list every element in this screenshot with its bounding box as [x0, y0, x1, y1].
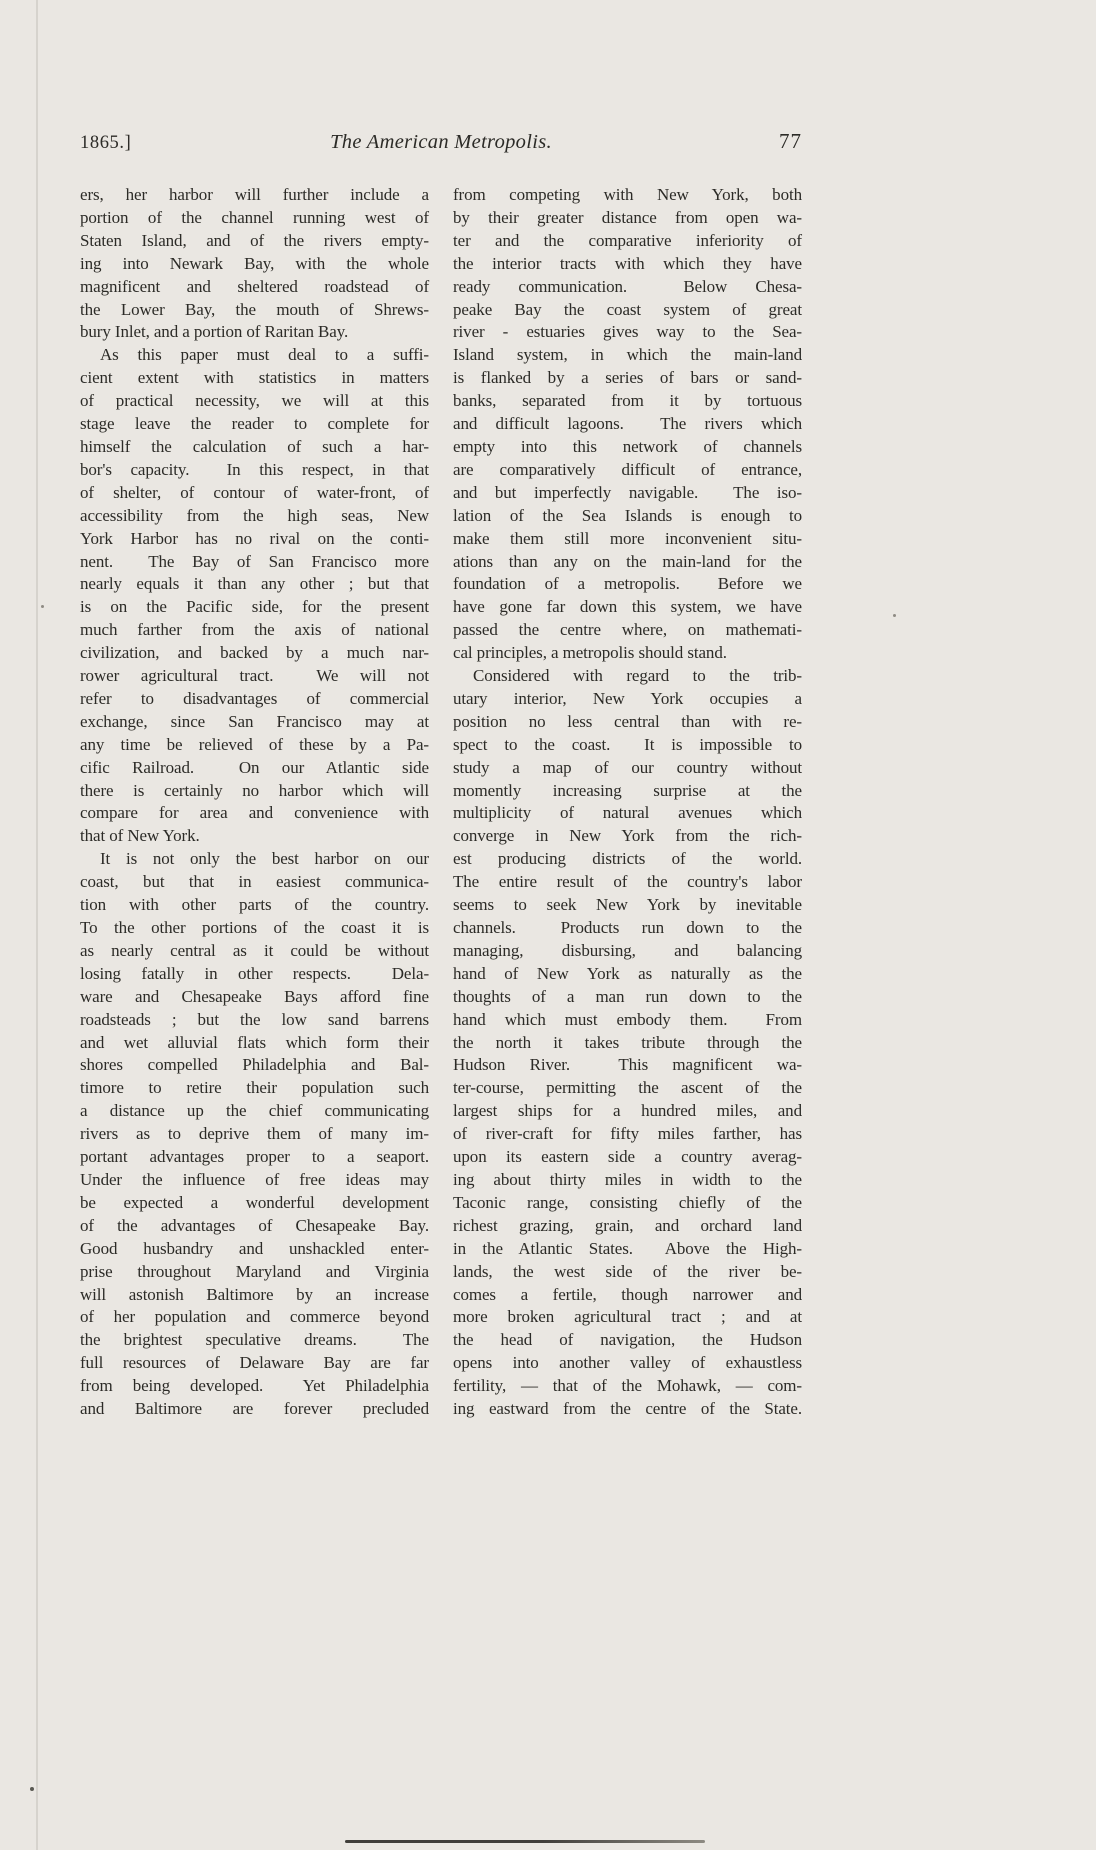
text-line: make them still more inconvenient situ- — [453, 528, 802, 548]
text-line: that of New York. — [80, 826, 200, 846]
text-line: a distance up the chief communicating — [80, 1101, 429, 1121]
text-line: of her population and commerce beyond — [80, 1307, 429, 1327]
text-line: portant advantages proper to a seaport. — [80, 1147, 429, 1167]
text-line: there is certainly no harbor which will — [80, 780, 429, 800]
text-line: fertility, — that of the Mohawk, — com- — [453, 1376, 802, 1396]
text-line: The entire result of the country's labor — [453, 872, 802, 892]
text-line: prise throughout Maryland and Virginia — [80, 1261, 429, 1281]
text-line: Hudson River. This magnificent wa- — [453, 1055, 802, 1075]
text-line: will astonish Baltimore by an increase — [80, 1284, 429, 1304]
text-line: the Lower Bay, the mouth of Shrews- — [80, 299, 429, 319]
text-line: portion of the channel running west of — [80, 207, 429, 227]
scan-speck — [30, 1787, 34, 1791]
text-line: and wet alluvial flats which form their — [80, 1032, 429, 1052]
text-line: York Harbor has no rival on the conti- — [80, 528, 429, 548]
text-line: is flanked by a series of bars or sand- — [453, 368, 802, 388]
text-line: tion with other parts of the country. — [80, 895, 429, 915]
text-line: ter-course, permitting the ascent of the — [453, 1078, 802, 1098]
page-header — [80, 129, 802, 154]
text-line: lation of the Sea Islands is enough to — [453, 505, 802, 525]
bottom-scan-mark — [345, 1840, 705, 1843]
text-line: Island system, in which the main-land — [453, 345, 802, 365]
scan-speck — [41, 605, 44, 608]
text-line: lands, the west side of the river be- — [453, 1261, 802, 1281]
text-line: by their greater distance from open wa- — [453, 207, 802, 227]
page-title: The American Metropolis. — [330, 131, 552, 153]
text-line: Taconic range, consisting chiefly of the — [453, 1192, 802, 1212]
text-line: multiplicity of natural avenues which — [453, 803, 802, 823]
text-line: stage leave the reader to complete for — [80, 414, 429, 434]
text-line: foundation of a metropolis. Before we — [453, 574, 802, 594]
text-line: losing fatally in other respects. Dela- — [80, 963, 429, 983]
text-line: momently increasing surprise at the — [453, 780, 802, 800]
text-line: Considered with regard to the trib- — [473, 666, 802, 686]
text-line: rower agricultural tract. We will not — [80, 666, 429, 686]
text-line: hand which must embody them. From — [453, 1009, 802, 1029]
text-line: seems to seek New York by inevitable — [453, 895, 802, 915]
text-line: and but imperfectly navigable. The iso- — [453, 482, 802, 502]
right-column — [453, 184, 802, 1421]
text-line: and difficult lagoons. The rivers which — [453, 414, 802, 434]
text-line: ers, her harbor will further include a — [80, 185, 429, 204]
text-line: banks, separated from it by tortuous — [453, 391, 802, 411]
text-line: largest ships for a hundred miles, and — [453, 1101, 802, 1121]
header-date: 1865.] — [80, 133, 132, 153]
text-line: cal principles, a metropolis should stand. — [453, 643, 727, 663]
text-line: ware and Chesapeake Bays afford fine — [80, 986, 429, 1006]
text-line: Staten Island, and of the rivers empty- — [80, 230, 429, 250]
text-line: timore to retire their population such — [80, 1078, 429, 1098]
text-line: As this paper must deal to a suffi- — [100, 345, 429, 365]
text-line: It is not only the best harbor on our — [100, 849, 429, 869]
text-line: ations than any on the main-land for the — [453, 551, 802, 571]
text-line: richest grazing, grain, and orchard land — [453, 1215, 802, 1235]
text-line: rivers as to deprive them of many im- — [80, 1124, 429, 1144]
text-line: the head of navigation, the Hudson — [453, 1330, 802, 1350]
text-line: as nearly central as it could be without — [80, 940, 429, 960]
text-line: ing eastward from the centre of the State. — [453, 1399, 802, 1419]
text-line: the interior tracts with which they have — [453, 253, 802, 273]
text-line: Under the influence of free ideas may — [80, 1169, 429, 1189]
text-line: utary interior, New York occupies a — [453, 688, 802, 708]
text-line: roadsteads ; but the low sand barrens — [80, 1009, 429, 1029]
text-line: coast, but that in easiest communica- — [80, 872, 429, 892]
text-body — [80, 184, 802, 1421]
text-line: of the advantages of Chesapeake Bay. — [80, 1215, 429, 1235]
text-line: ing about thirty miles in width to the — [453, 1169, 802, 1189]
text-line: position no less central than with re- — [453, 711, 802, 731]
text-line: nent. The Bay of San Francisco more — [80, 551, 429, 571]
text-line: opens into another valley of exhaustless — [453, 1353, 802, 1373]
text-line: of river-craft for fifty miles farther, has — [453, 1124, 802, 1144]
text-line: any time be relieved of these by a Pa- — [80, 734, 429, 754]
text-line: cific Railroad. On our Atlantic side — [80, 757, 429, 777]
text-line: ing into Newark Bay, with the whole — [80, 253, 429, 273]
text-line: hand of New York as naturally as the — [453, 963, 802, 983]
text-line: is on the Pacific side, for the present — [80, 597, 429, 617]
text-line: empty into this network of channels — [453, 436, 802, 456]
text-line: est producing districts of the world. — [453, 849, 802, 869]
text-line: civilization, and backed by a much nar- — [80, 643, 429, 663]
text-line: much farther from the axis of national — [80, 620, 429, 640]
text-line: To the other portions of the coast it is — [80, 918, 429, 937]
scan-edge-artifact — [36, 0, 38, 1850]
text-line: from being developed. Yet Philadelphia — [80, 1376, 429, 1396]
text-line: of shelter, of contour of water-front, of — [80, 482, 429, 502]
text-line: thoughts of a man run down to the — [453, 986, 802, 1006]
text-line: comes a fertile, though narrower and — [453, 1284, 802, 1304]
text-line: magnificent and sheltered roadstead of — [80, 276, 429, 296]
text-line: in the Atlantic States. Above the High- — [453, 1238, 802, 1258]
text-line: Good husbandry and unshackled enter- — [80, 1238, 429, 1258]
text-line: bor's capacity. In this respect, in that — [80, 459, 429, 479]
text-line: peake Bay the coast system of great — [453, 299, 802, 319]
text-line: bury Inlet, and a portion of Raritan Bay. — [80, 322, 349, 342]
text-line: spect to the coast. It is impossible to — [453, 734, 802, 754]
page-number: 77 — [779, 129, 802, 153]
scan-speck — [893, 614, 896, 617]
text-line: have gone far down this system, we have — [453, 597, 802, 617]
text-line: accessibility from the high seas, New — [80, 505, 429, 525]
text-line: be expected a wonderful development — [80, 1192, 429, 1212]
text-line: himself the calculation of such a har- — [80, 436, 429, 456]
text-line: the brightest speculative dreams. The — [80, 1330, 429, 1350]
text-line: managing, disbursing, and balancing — [453, 940, 802, 960]
text-line: nearly equals it than any other ; but that — [80, 574, 429, 594]
text-line: passed the centre where, on mathemati- — [453, 620, 802, 640]
text-line: ready communication. Below Chesa- — [453, 276, 802, 296]
text-line: converge in New York from the rich- — [453, 826, 802, 846]
text-line: river - estuaries gives way to the Sea- — [453, 322, 802, 342]
text-line: exchange, since San Francisco may at — [80, 711, 429, 731]
text-line: channels. Products run down to the — [453, 918, 802, 937]
text-line: study a map of our country without — [453, 757, 802, 777]
text-line: shores compelled Philadelphia and Bal- — [80, 1055, 429, 1075]
text-line: are comparatively difficult of entrance, — [453, 459, 802, 479]
text-line: more broken agricultural tract ; and at — [453, 1307, 802, 1327]
text-line: the north it takes tribute through the — [453, 1032, 802, 1052]
text-line: full resources of Delaware Bay are far — [80, 1353, 429, 1373]
text-line: refer to disadvantages of commercial — [80, 688, 429, 708]
text-line: of practical necessity, we will at this — [80, 391, 429, 411]
text-line: upon its eastern side a country averag- — [453, 1147, 802, 1167]
left-column — [80, 184, 429, 1421]
text-line: and Baltimore are forever precluded — [80, 1399, 429, 1419]
text-line: from competing with New York, both — [453, 185, 802, 204]
text-line: cient extent with statistics in matters — [80, 368, 429, 388]
text-line: ter and the comparative inferiority of — [453, 230, 802, 250]
text-line: compare for area and convenience with — [80, 803, 429, 823]
